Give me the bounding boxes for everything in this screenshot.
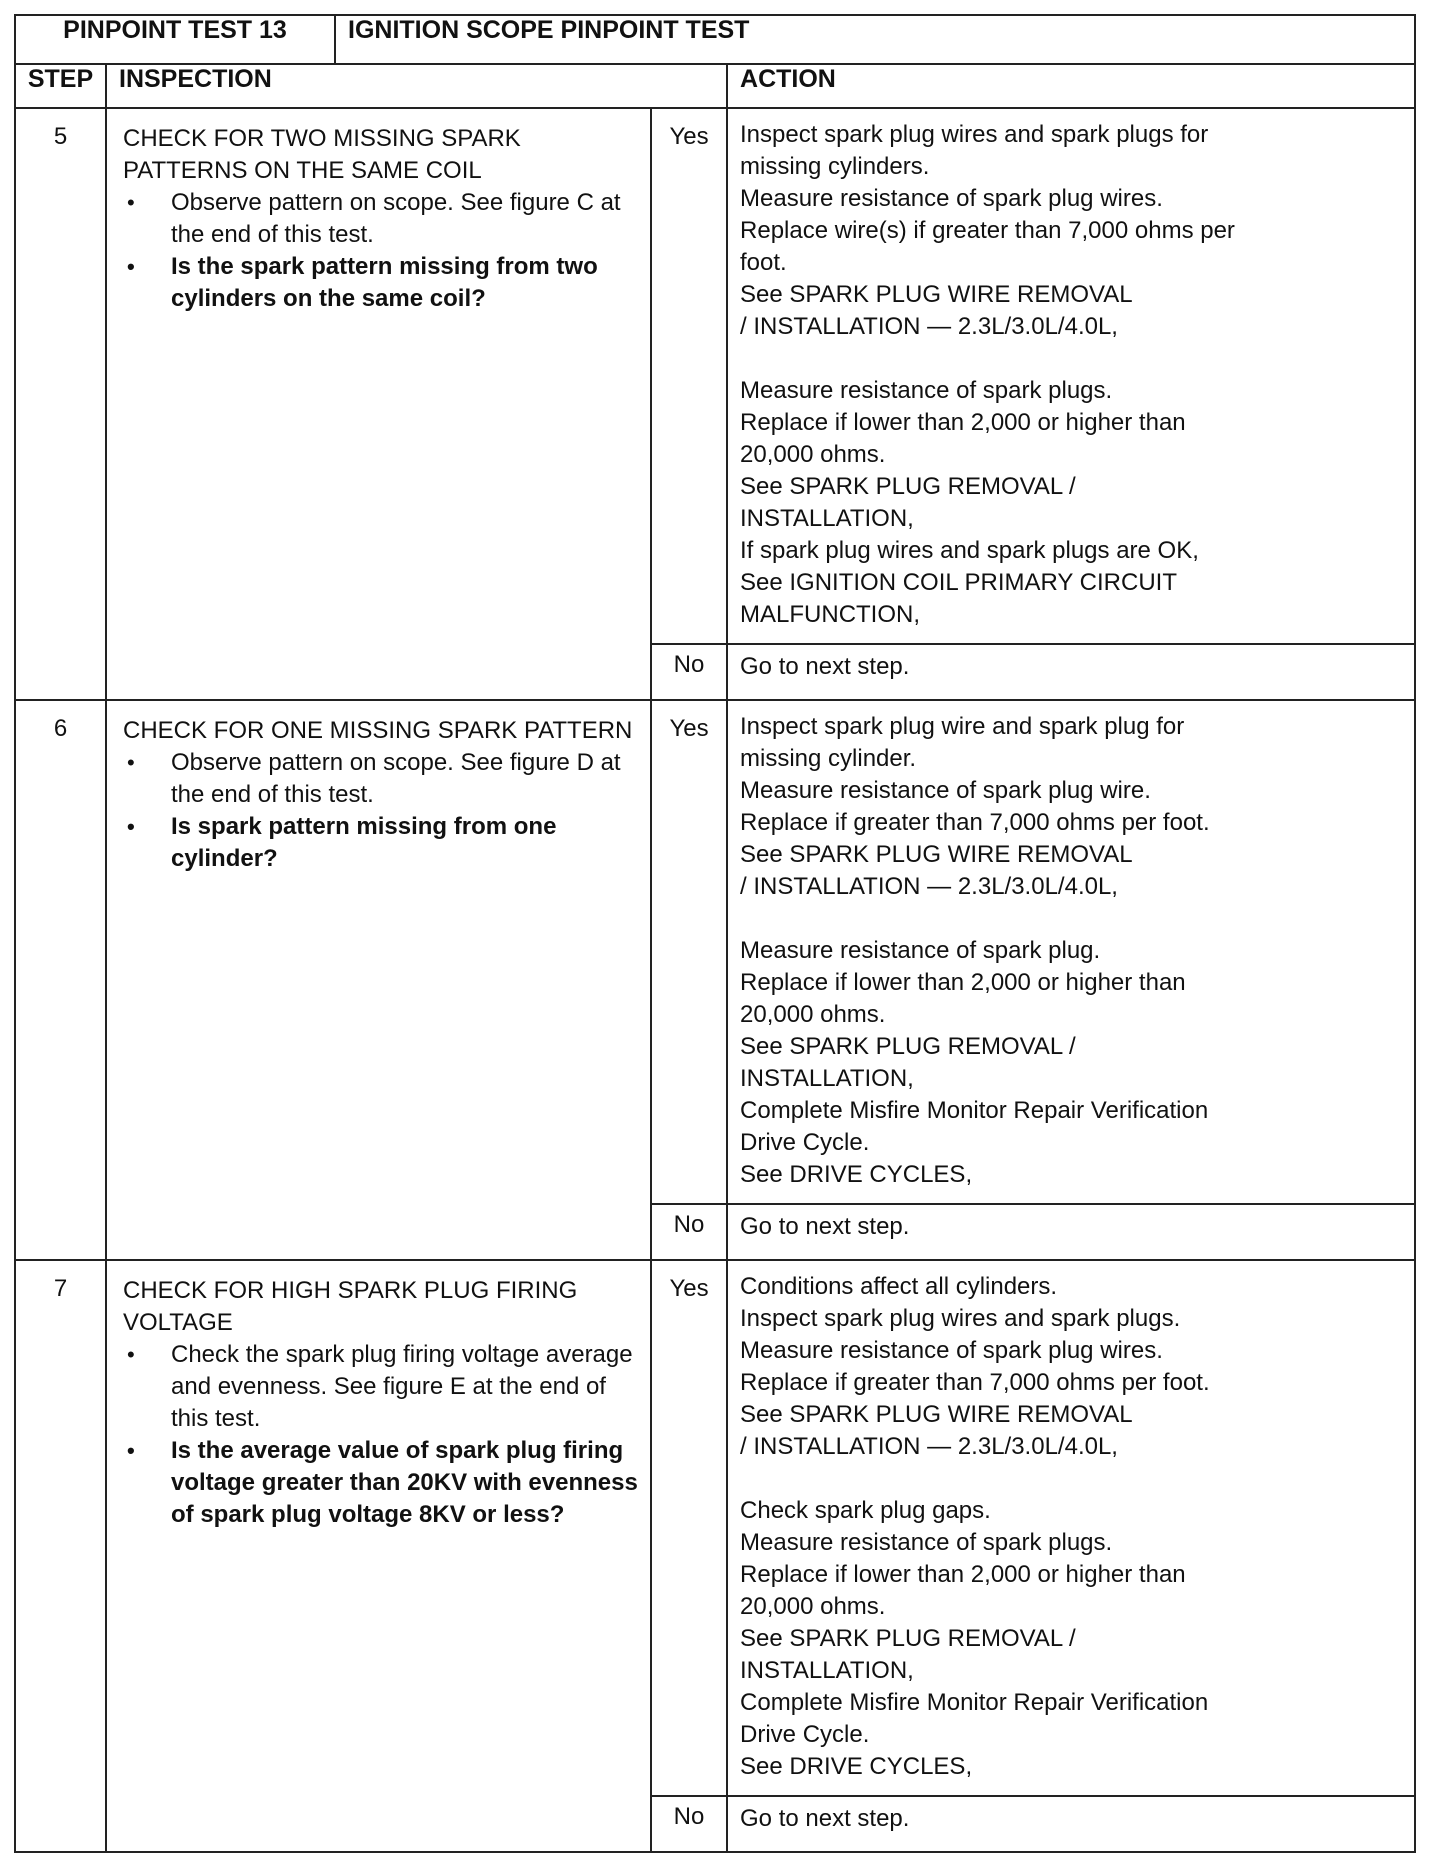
action-line: Measure resistance of spark plug. bbox=[740, 937, 1101, 964]
action-line: Complete Misfire Monitor Repair Verification bbox=[740, 1689, 1209, 1716]
bullet-icon: • bbox=[127, 190, 135, 215]
action-line: See SPARK PLUG WIRE REMOVAL bbox=[740, 1401, 1133, 1428]
column-header-action: ACTION bbox=[727, 64, 1415, 108]
test-id: PINPOINT TEST 13 bbox=[15, 15, 335, 64]
action-line: See SPARK PLUG WIRE REMOVAL bbox=[740, 841, 1133, 868]
test-title: IGNITION SCOPE PINPOINT TEST bbox=[335, 15, 1415, 64]
action-line: missing cylinders. bbox=[740, 153, 930, 180]
action-line: See SPARK PLUG REMOVAL / bbox=[740, 1033, 1076, 1060]
action-line: Measure resistance of spark plugs. bbox=[740, 377, 1113, 404]
bullet-text: Observe pattern on scope. See figure C at the end of this test. bbox=[171, 189, 621, 248]
inspection-instruction bbox=[123, 747, 640, 811]
pinpoint-test-sheet bbox=[14, 14, 1414, 1832]
yes-action-cell bbox=[727, 700, 1415, 1204]
inspection-cell bbox=[106, 1260, 651, 1852]
action-line: Complete Misfire Monitor Repair Verification bbox=[740, 1097, 1209, 1124]
inspection-cell bbox=[106, 108, 651, 700]
inspection-cell bbox=[106, 700, 651, 1260]
action-line: 20,000 ohms. bbox=[740, 1593, 886, 1620]
column-header-inspection: INSPECTION bbox=[106, 64, 727, 108]
action-line: Replace if greater than 7,000 ohms per foot. bbox=[740, 809, 1210, 836]
action-line: / INSTALLATION — 2.3L/3.0L/4.0L, bbox=[740, 313, 1118, 340]
action-line: / INSTALLATION — 2.3L/3.0L/4.0L, bbox=[740, 873, 1118, 900]
bullet-text: Observe pattern on scope. See figure D at the end of this test. bbox=[171, 749, 621, 808]
action-line: INSTALLATION, bbox=[740, 1657, 914, 1684]
step-number: 5 bbox=[15, 108, 106, 700]
inspection-instruction bbox=[123, 187, 640, 251]
action-line: See SPARK PLUG REMOVAL / bbox=[740, 473, 1076, 500]
action-line: Drive Cycle. bbox=[740, 1129, 870, 1156]
no-action: Go to next step. bbox=[727, 1204, 1415, 1260]
action-line: Inspect spark plug wires and spark plugs. bbox=[740, 1305, 1181, 1332]
inspection-heading: CHECK FOR HIGH SPARK PLUG FIRING VOLTAGE bbox=[123, 1277, 578, 1336]
no-label: No bbox=[651, 644, 727, 700]
step-row-yes bbox=[15, 700, 1415, 1204]
action-line: 20,000 ohms. bbox=[740, 441, 886, 468]
inspection-heading: CHECK FOR ONE MISSING SPARK PATTERN bbox=[123, 717, 633, 744]
bullet-icon: • bbox=[127, 750, 135, 775]
header-row bbox=[15, 15, 1415, 64]
bullet-text: Is the spark pattern missing from two cylinders on the same coil? bbox=[171, 253, 598, 312]
action-spacer bbox=[740, 343, 1404, 375]
action-line: INSTALLATION, bbox=[740, 505, 914, 532]
action-line: See DRIVE CYCLES, bbox=[740, 1161, 973, 1188]
yes-label: Yes bbox=[651, 1260, 727, 1796]
no-label: No bbox=[651, 1796, 727, 1852]
action-line: See IGNITION COIL PRIMARY CIRCUIT bbox=[740, 569, 1177, 596]
action-line: Measure resistance of spark plug wires. bbox=[740, 1337, 1163, 1364]
inspection-question bbox=[123, 1435, 640, 1531]
yes-label: Yes bbox=[651, 700, 727, 1204]
action-line: Replace if greater than 7,000 ohms per foot. bbox=[740, 1369, 1210, 1396]
bullet-text: Is the average value of spark plug firing voltage greater than 20KV with evenness of spark plug voltage 8KV or less? bbox=[171, 1437, 638, 1528]
bullet-icon: • bbox=[127, 1342, 135, 1367]
step-number: 6 bbox=[15, 700, 106, 1260]
inspection-bullets bbox=[123, 747, 640, 875]
inspection-question bbox=[123, 811, 640, 875]
action-line: Replace if lower than 2,000 or higher than bbox=[740, 1561, 1186, 1588]
no-action: Go to next step. bbox=[727, 1796, 1415, 1852]
action-line: Measure resistance of spark plugs. bbox=[740, 1529, 1113, 1556]
bullet-text: Is spark pattern missing from one cylinder? bbox=[171, 813, 557, 872]
bullet-icon: • bbox=[127, 254, 135, 279]
bullet-icon: • bbox=[127, 1438, 135, 1463]
no-action: Go to next step. bbox=[727, 644, 1415, 700]
pinpoint-test-table bbox=[14, 14, 1416, 1853]
action-line: Measure resistance of spark plug wire. bbox=[740, 777, 1151, 804]
column-header-step: STEP bbox=[15, 64, 106, 108]
yes-label: Yes bbox=[651, 108, 727, 644]
no-label: No bbox=[651, 1204, 727, 1260]
bullet-text: Check the spark plug firing voltage average and evenness. See figure E at the end of this test. bbox=[171, 1341, 633, 1432]
inspection-heading: CHECK FOR TWO MISSING SPARK PATTERNS ON THE SAME COIL bbox=[123, 125, 521, 184]
action-line: MALFUNCTION, bbox=[740, 601, 921, 628]
action-line: Replace if lower than 2,000 or higher than bbox=[740, 409, 1186, 436]
action-spacer bbox=[740, 1463, 1404, 1495]
inspection-question bbox=[123, 251, 640, 315]
step-number: 7 bbox=[15, 1260, 106, 1852]
action-line: / INSTALLATION — 2.3L/3.0L/4.0L, bbox=[740, 1433, 1118, 1460]
yes-action-cell bbox=[727, 1260, 1415, 1796]
action-spacer bbox=[740, 903, 1404, 935]
action-line: Inspect spark plug wires and spark plugs for bbox=[740, 121, 1209, 148]
action-line: Drive Cycle. bbox=[740, 1721, 870, 1748]
inspection-instruction bbox=[123, 1339, 640, 1435]
action-line: If spark plug wires and spark plugs are OK, bbox=[740, 537, 1199, 564]
column-header-row bbox=[15, 64, 1415, 108]
action-line: Conditions affect all cylinders. bbox=[740, 1273, 1058, 1300]
action-line: Inspect spark plug wire and spark plug for bbox=[740, 713, 1185, 740]
action-line: Check spark plug gaps. bbox=[740, 1497, 991, 1524]
step-row-yes bbox=[15, 1260, 1415, 1796]
action-line: missing cylinder. bbox=[740, 745, 917, 772]
inspection-bullets bbox=[123, 187, 640, 315]
action-line: See DRIVE CYCLES, bbox=[740, 1753, 973, 1780]
action-line: See SPARK PLUG REMOVAL / bbox=[740, 1625, 1076, 1652]
action-line: Replace wire(s) if greater than 7,000 ohms per bbox=[740, 217, 1235, 244]
action-line: INSTALLATION, bbox=[740, 1065, 914, 1092]
action-line: Measure resistance of spark plug wires. bbox=[740, 185, 1163, 212]
bullet-icon: • bbox=[127, 814, 135, 839]
yes-action-cell bbox=[727, 108, 1415, 644]
step-row-yes bbox=[15, 108, 1415, 644]
action-line: foot. bbox=[740, 249, 787, 276]
action-line: 20,000 ohms. bbox=[740, 1001, 886, 1028]
step-rows bbox=[15, 108, 1415, 1852]
action-line: Replace if lower than 2,000 or higher than bbox=[740, 969, 1186, 996]
action-line: See SPARK PLUG WIRE REMOVAL bbox=[740, 281, 1133, 308]
inspection-bullets bbox=[123, 1339, 640, 1531]
